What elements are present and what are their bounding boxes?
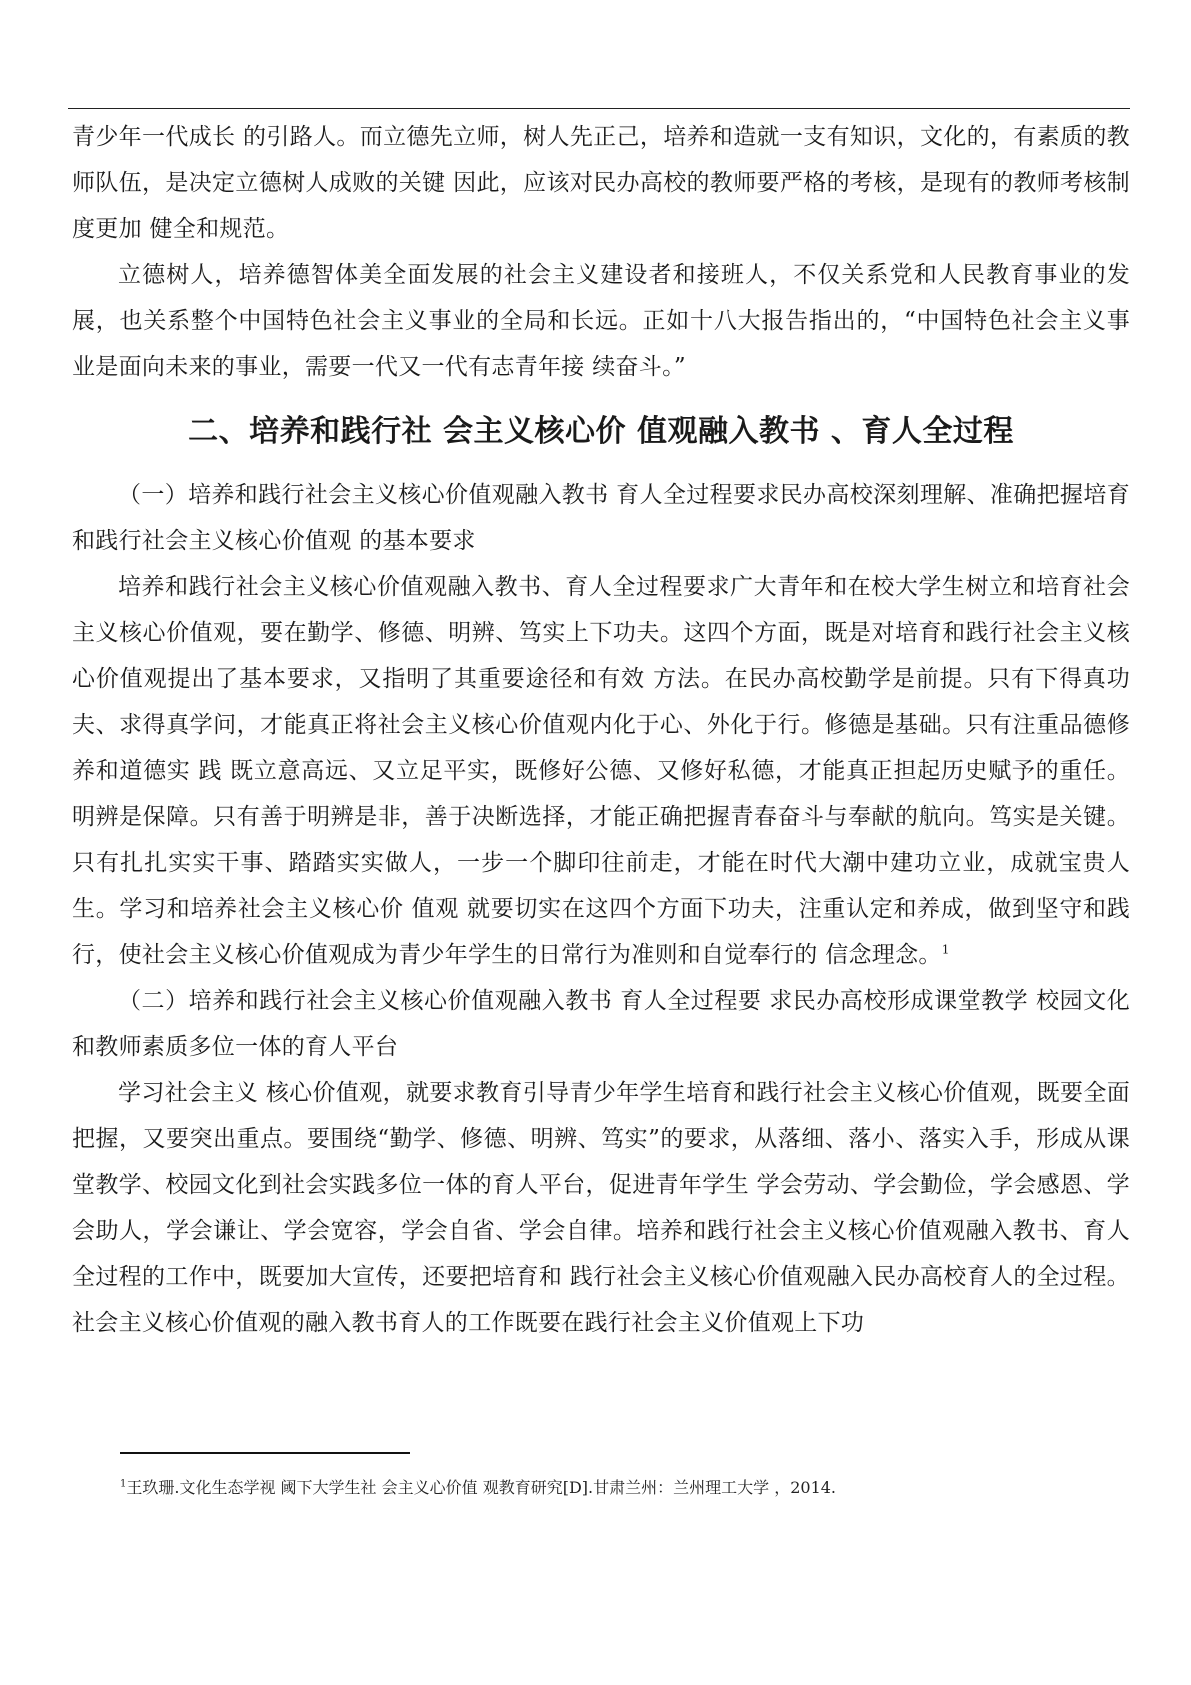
footnote-rule bbox=[120, 1452, 410, 1454]
subsection-2-title: （二）培养和践行社会主义核心价值观融入教书 育人全过程要 求民办高校形成课堂教学 校园文化和教师素质多位一体的育人平台 bbox=[72, 988, 1130, 1060]
footnote-text: 王玖珊.文化生态学视 阈下大学生社 会主义心价值 观教育研究[D].甘肃兰州：兰州理工大学 ，2014. bbox=[126, 1478, 837, 1497]
footnote-reference[interactable]: 1 bbox=[941, 942, 950, 957]
subsection-2-body: 学习社会主义 核心价值观，就要求教育引导青少年学生培育和践行社会主义核心价值观，既要全面把握，又要突出重点。要围绕“勤学、修德、明辨、笃实”的要求，从落细、落小、落实入手，形成从课堂教学、校园文化到社会实践多位一体的育人平台，促进青年学生 学会劳动、学会勤俭，学会感恩、学会助人，学会谦让、学会宽容，学会自省、学会自律。培养和践行社会主义核心价值观融入教书、育人全过程的工作中，既要加大宣传，还要把培育和 践行社会主义核心价值观融入民办高校育人的全过程。社会主义核心价值观的融入教书育人的工作既要在践行社会主义价值观上下功 bbox=[72, 1080, 1130, 1336]
footnote bbox=[120, 1476, 1120, 1500]
section-heading: 二、培养和践行社 会主义核心价 值观融入教书 、育人全过程 bbox=[188, 414, 1014, 449]
footnote-marker: 1 bbox=[120, 1478, 127, 1490]
paragraph-continuation: 青少年一代成长 的引路人。而立德先立师，树人先正己，培养和造就一支有知识，文化的，有素质的教师队伍，是决定立德树人成败的关键 因此，应该对民办高校的教师要严格的考核，是现有的教师考核制度更加 健全和规范。 bbox=[72, 124, 1130, 242]
paragraph-lide-shuren: 立德树人，培养德智体美全面发展的社会主义建设者和接班人，不仅关系党和人民教育事业的发展，也关系整个中国特色社会主义事业的全局和长远。正如十八大报告指出的，“中国特色社会主义事业是面向未来的事业，需要一代又一代有志青年接 续奋斗。” bbox=[72, 262, 1130, 380]
subsection-1-body-text: 培养和践行社会主义核心价值观融入教书、育人全过程要求广大青年和在校大学生树立和培育社会主义核心价值观，要在勤学、修德、明辨、笃实上下功夫。这四个方面，既是对培育和践行社会主义核心价值观提出了基本要求，又指明了其重要途径和有效 方法。在民办高校勤学是前提。只有下得真功夫、求得真学问，才能真正将社会主义核心价值观内化于心、外化于行。修德是基础。只有注重品德修养和道德实 践 既立意高远、又立足平实，既修好公德、又修好私德，才能真正担起历史赋予的重任。明辨是保障。只有善于明辨是非，善于决断选择，才能正确把握青春奋斗与奉献的航向。笃实是关键。只有扎扎实实干事、踏踏实实做人，一步一个脚印往前走，才能在时代大潮中建功立业，成就宝贵人生。学习和培养社会主义核心价 值观 就要切实在这四个方面下功夫，注重认定和养成，做到坚守和践行，使社会主义核心价值观成为青少年学生的日常行为准则和自觉奉行的 信念理念。 bbox=[72, 574, 1130, 968]
header-rule bbox=[68, 108, 1130, 109]
subsection-1-body bbox=[72, 564, 1130, 978]
subsection-1-title: （一）培养和践行社会主义核心价值观融入教书 育人全过程要求民办高校深刻理解、准确把握培育和践行社会主义核心价值观 的基本要求 bbox=[72, 482, 1130, 554]
document-body bbox=[72, 114, 1130, 1346]
